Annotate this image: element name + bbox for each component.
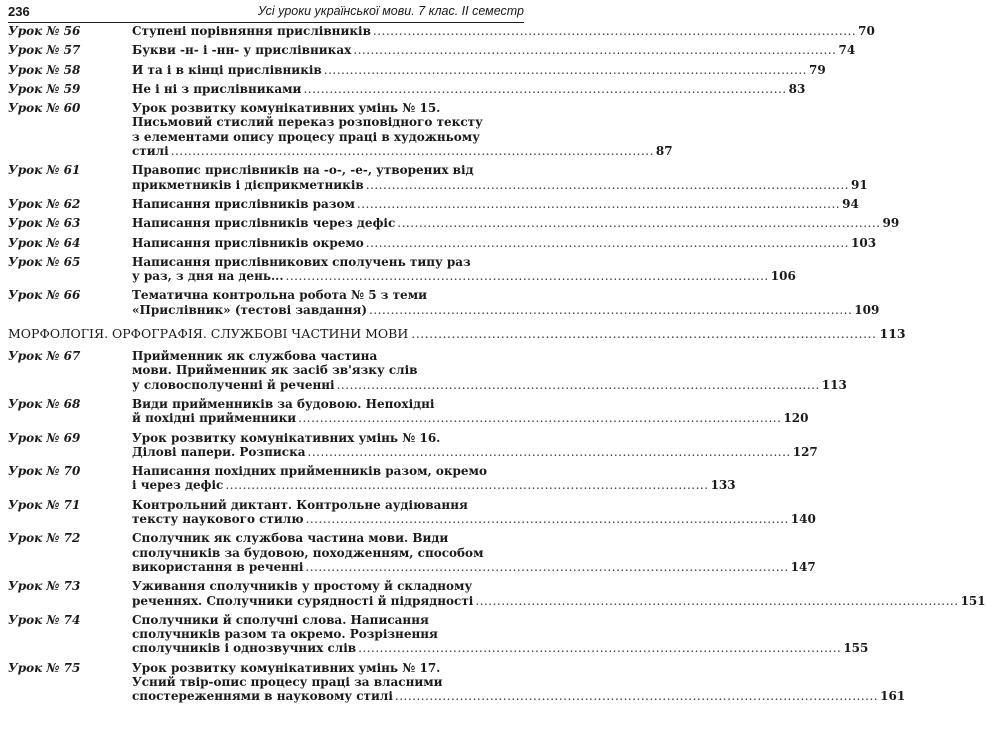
toc-entry bbox=[8, 254, 796, 284]
title-line bbox=[132, 498, 524, 512]
title-line bbox=[132, 512, 816, 527]
title-line bbox=[132, 177, 868, 192]
title-text: сполучників разом та окремо. Розрізнення bbox=[132, 627, 438, 642]
lesson-title bbox=[132, 216, 900, 231]
lesson-title bbox=[132, 24, 875, 38]
lesson-label: Урок № 64 bbox=[8, 235, 81, 250]
title-line bbox=[132, 411, 809, 426]
dot-leader bbox=[373, 24, 856, 38]
title-line bbox=[132, 115, 524, 129]
title-text: Ступені порівняння прислівників bbox=[132, 24, 371, 38]
title-text: И та і в кінці прислівників bbox=[132, 62, 322, 77]
title-line bbox=[132, 464, 524, 478]
title-text: Написання похідних прийменників разом, окремо bbox=[132, 464, 487, 479]
dot-leader bbox=[324, 63, 807, 77]
toc-entry bbox=[8, 349, 847, 392]
title-line bbox=[132, 43, 856, 58]
title-text: Уживання сполучників у простому й складному bbox=[132, 579, 473, 594]
title-line bbox=[132, 593, 986, 608]
title-text: Урок розвитку комунікативних умінь № 17. bbox=[132, 660, 441, 675]
title-line bbox=[132, 559, 816, 574]
dot-leader bbox=[475, 594, 958, 608]
toc-entry bbox=[8, 43, 856, 58]
lesson-label: Урок № 67 bbox=[8, 349, 81, 364]
lesson-label: Урок № 73 bbox=[8, 579, 81, 594]
title-text: Урок розвитку комунікативних умінь № 15. bbox=[132, 101, 441, 116]
lesson-title bbox=[132, 62, 826, 77]
toc-entry bbox=[8, 288, 880, 317]
dot-leader bbox=[305, 560, 788, 574]
title-line bbox=[132, 302, 880, 317]
title-line bbox=[132, 627, 524, 641]
toc-group-adverbs bbox=[8, 24, 900, 317]
title-text: Тематична контрольна робота № 5 з теми bbox=[132, 288, 428, 303]
lesson-title bbox=[132, 235, 877, 250]
lesson-label: Урок № 62 bbox=[8, 196, 81, 211]
lesson-label: Урок № 57 bbox=[8, 43, 81, 58]
page-ref: 103 bbox=[851, 235, 877, 250]
title-text: з елементами опису процесу праці в художньому bbox=[132, 129, 480, 144]
title-line bbox=[132, 579, 524, 593]
dot-leader bbox=[353, 43, 836, 57]
title-text: Ділові папери. Розписка bbox=[132, 444, 306, 459]
lesson-title bbox=[132, 430, 818, 460]
title-line bbox=[132, 431, 524, 445]
page-ref: 120 bbox=[783, 411, 809, 426]
toc-entry bbox=[8, 497, 816, 527]
title-line bbox=[132, 288, 524, 302]
page-ref: 151 bbox=[960, 593, 986, 608]
page-ref: 127 bbox=[792, 444, 818, 459]
title-line bbox=[132, 531, 524, 545]
section-heading bbox=[8, 326, 906, 342]
toc-entry bbox=[8, 196, 859, 211]
title-line bbox=[132, 24, 875, 38]
title-text: спостереженнями в науковому стилі bbox=[132, 689, 393, 704]
title-line bbox=[132, 255, 524, 269]
title-line bbox=[132, 363, 524, 377]
section-page: 113 bbox=[879, 326, 906, 342]
lesson-label: Урок № 63 bbox=[8, 216, 81, 231]
running-title: Усі уроки української мови. 7 клас. ІІ семестр bbox=[257, 4, 524, 18]
lesson-title bbox=[132, 288, 880, 317]
title-text: Сполучники й сполучні слова. Написання bbox=[132, 612, 429, 627]
title-text: у раз, з дня на день... bbox=[132, 269, 284, 284]
lesson-label: Урок № 60 bbox=[8, 101, 81, 116]
title-line bbox=[132, 675, 524, 689]
table-of-contents bbox=[8, 24, 986, 709]
title-text: Усний твір-опис процесу праці за власними bbox=[132, 674, 443, 689]
toc-entry bbox=[8, 396, 809, 426]
page-header bbox=[8, 2, 524, 23]
lesson-label: Урок № 58 bbox=[8, 62, 81, 77]
page-ref: 140 bbox=[790, 512, 816, 527]
page-ref: 94 bbox=[842, 196, 859, 211]
dot-leader bbox=[366, 236, 849, 250]
toc-entry bbox=[8, 216, 900, 231]
title-text: Урок розвитку комунікативних умінь № 16. bbox=[132, 430, 441, 445]
toc-entry bbox=[8, 101, 673, 159]
title-text: й похідні прийменники bbox=[132, 411, 297, 426]
lesson-title bbox=[132, 579, 986, 608]
lesson-label: Урок № 70 bbox=[8, 464, 81, 479]
lesson-title bbox=[132, 396, 809, 426]
dot-leader bbox=[308, 445, 791, 459]
page-ref: 87 bbox=[655, 144, 673, 159]
toc-entry bbox=[8, 464, 736, 493]
lesson-label: Урок № 74 bbox=[8, 612, 81, 627]
title-text: Письмовий стислий переказ розповідного тексту bbox=[132, 115, 483, 130]
section-title: МОРФОЛОГІЯ. ОРФОГРАФІЯ. СЛУЖБОВІ ЧАСТИНИ МОВИ bbox=[8, 326, 409, 342]
lesson-label: Урок № 56 bbox=[8, 24, 81, 38]
dot-leader bbox=[306, 512, 789, 526]
title-line bbox=[132, 101, 524, 115]
dot-leader bbox=[366, 178, 849, 192]
title-text: використання в реченні bbox=[132, 559, 304, 574]
lesson-label: Урок № 65 bbox=[8, 254, 81, 269]
dot-leader bbox=[286, 269, 769, 283]
page-ref: 147 bbox=[790, 559, 816, 574]
page-number: 236 bbox=[8, 4, 30, 19]
lesson-title bbox=[132, 349, 847, 392]
lesson-title bbox=[132, 101, 673, 159]
title-line bbox=[132, 130, 524, 144]
title-text: Контрольний диктант. Контрольне аудіювання bbox=[132, 497, 468, 512]
title-line bbox=[132, 349, 524, 363]
dot-leader bbox=[411, 327, 876, 341]
title-text: Букви -н- і -нн- у прислівниках bbox=[132, 43, 352, 58]
title-line bbox=[132, 444, 818, 459]
lesson-title bbox=[132, 612, 869, 656]
title-line bbox=[132, 216, 900, 231]
title-text: прикметників і дієприкметників bbox=[132, 177, 364, 192]
dot-leader bbox=[357, 197, 840, 211]
title-line bbox=[132, 62, 826, 77]
toc-entry bbox=[8, 430, 818, 460]
lesson-title bbox=[132, 81, 806, 96]
lesson-title bbox=[132, 43, 856, 58]
title-text: тексту наукового стилю bbox=[132, 512, 304, 527]
lesson-label: Урок № 68 bbox=[8, 396, 81, 411]
page-ref: 161 bbox=[880, 689, 906, 704]
title-text: сполучників і однозвучних слів bbox=[132, 641, 357, 656]
toc-entry bbox=[8, 62, 826, 77]
lesson-title bbox=[132, 196, 859, 211]
title-text: Не і ні з прислівниками bbox=[132, 81, 302, 96]
page-ref: 109 bbox=[854, 302, 880, 317]
title-text: реченнях. Сполучники сурядності й підрядності bbox=[132, 593, 474, 608]
lesson-title bbox=[132, 497, 816, 527]
title-text: Написання прислівників через дефіс bbox=[132, 216, 396, 231]
title-line bbox=[132, 397, 524, 411]
title-text: у словосполученні й реченні bbox=[132, 377, 335, 392]
page-ref: 99 bbox=[882, 216, 900, 231]
title-text: Правопис прислівників на -о-, -е-, утворених від bbox=[132, 163, 474, 178]
lesson-label: Урок № 61 bbox=[8, 163, 81, 178]
lesson-title bbox=[132, 660, 906, 704]
title-text: Сполучник як службова частина мови. Види bbox=[132, 531, 449, 546]
toc-entry bbox=[8, 660, 906, 704]
dot-leader bbox=[358, 641, 841, 655]
dot-leader bbox=[395, 689, 878, 703]
lesson-label: Урок № 72 bbox=[8, 531, 81, 546]
title-line bbox=[132, 689, 906, 704]
dot-leader bbox=[298, 411, 781, 425]
page-ref: 155 bbox=[843, 641, 869, 656]
title-text: і через дефіс bbox=[132, 478, 224, 493]
lesson-label: Урок № 71 bbox=[8, 497, 81, 512]
lesson-label: Урок № 59 bbox=[8, 81, 81, 96]
page-ref: 79 bbox=[808, 62, 826, 77]
title-text: мови. Прийменник як засіб зв'язку слів bbox=[132, 363, 418, 378]
lesson-label: Урок № 69 bbox=[8, 430, 81, 445]
title-text: «Прислівник» (тестові завдання) bbox=[132, 302, 368, 317]
lesson-title bbox=[132, 464, 736, 493]
lesson-title bbox=[132, 531, 816, 574]
dot-leader bbox=[225, 478, 708, 492]
toc-entry bbox=[8, 24, 875, 38]
title-text: стилі bbox=[132, 144, 169, 159]
dot-leader bbox=[171, 144, 654, 158]
title-line bbox=[132, 81, 806, 96]
page-ref: 113 bbox=[821, 377, 847, 392]
page-ref: 106 bbox=[770, 269, 796, 284]
toc-group-service-parts bbox=[8, 349, 986, 704]
toc-entry bbox=[8, 531, 816, 574]
title-line bbox=[132, 235, 877, 250]
title-line bbox=[132, 661, 524, 675]
title-line bbox=[132, 144, 673, 159]
title-text: Види прийменників за будовою. Непохідні bbox=[132, 396, 435, 411]
lesson-label: Урок № 66 bbox=[8, 288, 81, 303]
title-line bbox=[132, 641, 869, 656]
page-ref: 70 bbox=[858, 24, 875, 38]
title-line bbox=[132, 546, 524, 560]
lesson-title bbox=[132, 254, 796, 284]
title-line bbox=[132, 196, 859, 211]
lesson-label: Урок № 75 bbox=[8, 660, 81, 675]
title-text: Прийменник як службова частина bbox=[132, 349, 378, 364]
title-text: Написання прислівників окремо bbox=[132, 235, 364, 250]
title-line bbox=[132, 163, 524, 177]
title-line bbox=[132, 478, 736, 493]
title-line bbox=[132, 269, 796, 284]
toc-entry bbox=[8, 612, 869, 656]
toc-entry bbox=[8, 235, 877, 250]
dot-leader bbox=[337, 378, 820, 392]
dot-leader bbox=[303, 82, 786, 96]
page-ref: 91 bbox=[850, 177, 868, 192]
page-ref: 74 bbox=[838, 43, 856, 58]
toc-entry bbox=[8, 81, 806, 96]
title-text: Написання прислівників разом bbox=[132, 196, 355, 211]
page-ref: 83 bbox=[788, 81, 806, 96]
title-line bbox=[132, 613, 524, 627]
title-text: Написання прислівникових сполучень типу раз bbox=[132, 254, 471, 269]
page-ref: 133 bbox=[710, 478, 736, 493]
lesson-title bbox=[132, 163, 868, 192]
toc-entry bbox=[8, 579, 986, 608]
toc-entry bbox=[8, 163, 868, 192]
dot-leader bbox=[369, 303, 852, 317]
title-line bbox=[132, 377, 847, 392]
title-text: сполучників за будовою, походженням, способом bbox=[132, 545, 484, 560]
dot-leader bbox=[397, 216, 880, 230]
